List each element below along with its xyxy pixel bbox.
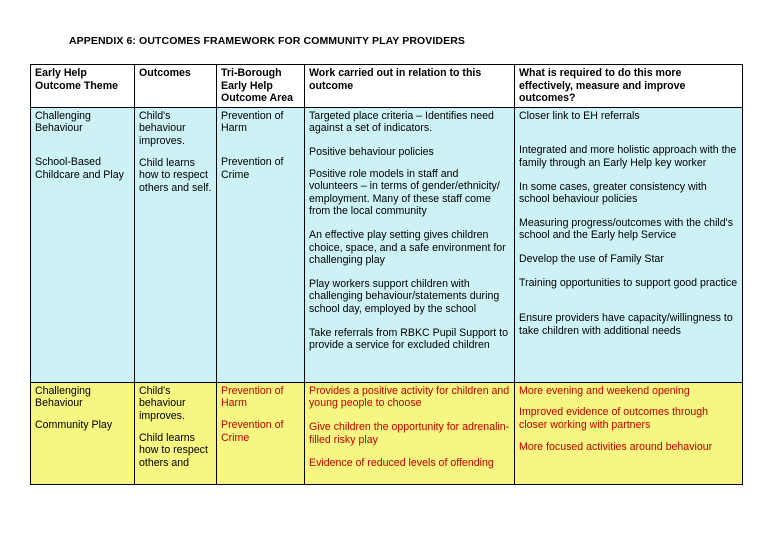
header-theme: Early Help Outcome Theme xyxy=(31,65,135,108)
page-title: APPENDIX 6: OUTCOMES FRAMEWORK FOR COMMUNITY PLAY PROVIDERS xyxy=(69,35,465,47)
area-text: Prevention of Crime xyxy=(221,155,284,181)
table-header-row xyxy=(31,65,743,108)
area-text: Prevention of Crime xyxy=(221,418,284,444)
header-area: Tri-Borough Early Help Outcome Area xyxy=(217,65,305,108)
outcome-text: Child learns how to respect others and self. xyxy=(139,156,212,194)
work-text: Provides a positive activity for children and young people to choose xyxy=(309,384,510,410)
required-text: Training opportunities to support good practice xyxy=(519,276,738,289)
area-text: Prevention of Harm xyxy=(221,109,284,135)
required-text: Integrated and more holistic approach with the family through an Early Help key worker xyxy=(519,144,737,169)
required-text: In some cases, greater consistency with school behaviour policies xyxy=(519,180,707,206)
work-cell xyxy=(305,382,515,484)
theme-text: Community Play xyxy=(35,418,113,431)
work-text: Evidence of reduced levels of offending xyxy=(309,457,494,470)
work-text: Give children the opportunity for adrenalin-filled risky play xyxy=(309,420,510,446)
work-text: Take referrals from RBKC Pupil Support to provide a service for excluded children xyxy=(309,326,509,352)
outcomes-table xyxy=(30,64,743,485)
outcome-text: Child's behaviour improves. xyxy=(139,109,186,147)
table-row xyxy=(31,107,743,382)
required-text: Improved evidence of outcomes through closer working with partners xyxy=(519,406,709,431)
required-text: More evening and weekend opening xyxy=(519,384,690,397)
theme-cell xyxy=(31,107,135,382)
required-text: Measuring progress/outcomes with the child's school and the Early help Service xyxy=(519,216,733,242)
theme-text: School-Based Childcare and Play xyxy=(35,155,124,181)
required-text: Ensure providers have capacity/willingness to take children with additional needs xyxy=(519,312,733,337)
required-cell xyxy=(515,107,743,382)
work-text: An effective play setting gives children choice, space, and a safe environment for challenging play xyxy=(309,228,506,267)
outcomes-cell xyxy=(135,382,217,484)
theme-text: Challenging Behaviour xyxy=(35,109,91,135)
outcome-text: Child learns how to respect others and xyxy=(139,431,208,469)
work-text: Targeted place criteria – Identifies need against a set of indicators. xyxy=(309,109,494,135)
area-cell xyxy=(217,382,305,484)
work-cell xyxy=(305,107,515,382)
work-text: Positive behaviour policies xyxy=(309,145,434,158)
outcomes-cell xyxy=(135,107,217,382)
theme-cell xyxy=(31,382,135,484)
header-work: Work carried out in relation to this outcome xyxy=(305,65,515,108)
required-text: Closer link to EH referrals xyxy=(519,109,640,122)
area-cell xyxy=(217,107,305,382)
outcome-text: Child's behaviour improves. xyxy=(139,384,186,422)
theme-text: Challenging Behaviour xyxy=(35,384,91,410)
required-text: Develop the use of Family Star xyxy=(519,252,664,265)
header-outcomes: Outcomes xyxy=(135,65,217,108)
required-text: More focused activities around behaviour xyxy=(519,440,713,453)
header-required: What is required to do this more effectively, measure and improve outcomes? xyxy=(515,65,743,108)
work-text: Play workers support children with challenging behaviour/statements during school day, employed by the school xyxy=(309,277,500,315)
work-text: Positive role models in staff and volunteers – in terms of gender/ethnicity/ employment. Many of these staff come from the local community xyxy=(309,167,500,218)
table-row xyxy=(31,382,743,484)
required-cell xyxy=(515,382,743,484)
area-text: Prevention of Harm xyxy=(221,384,284,410)
